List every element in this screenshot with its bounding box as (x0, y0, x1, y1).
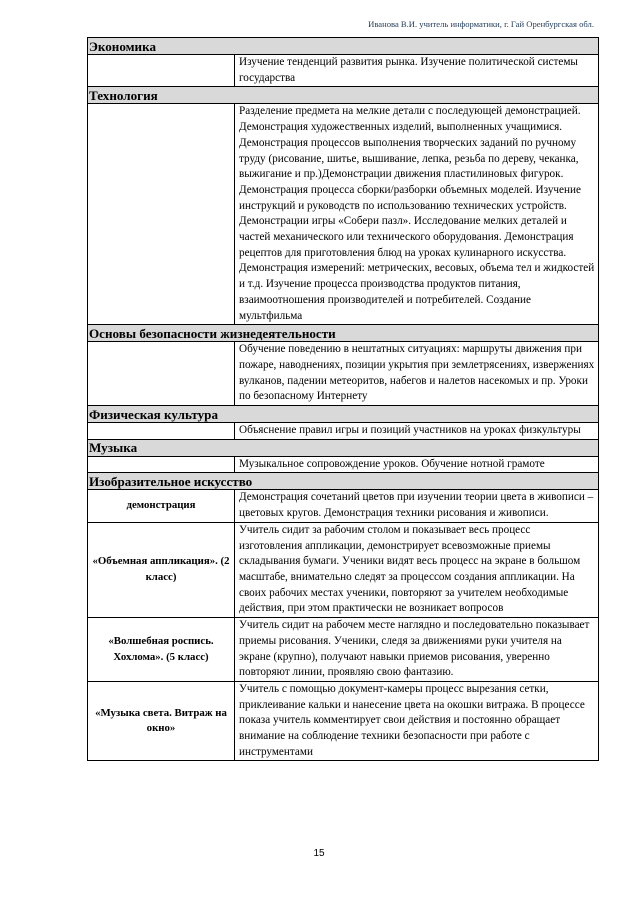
art-row-label: «Музыка света. Витраж на окно» (88, 681, 235, 761)
row-label-cell (88, 104, 235, 325)
table-row (88, 618, 599, 682)
art-row-description: Демонстрация сочетаний цветов при изучении теории цвета в живописи – цветовых кругов. Демонстрация техники рисования и живописи. (235, 490, 599, 522)
row-label-cell (88, 423, 235, 440)
section-header-row (88, 439, 599, 456)
section-header-row (88, 38, 599, 55)
art-row-description: Учитель сидит за рабочим столом и показывает весь процесс изготовления аппликации, демонстрирует всевозможные приемы складывания бумаги. Ученики видят весь процесс на экране в большом масштабе, внимательно следят за процессом создания аппликации. На своих рабочих местах ученики, повторяют за учителем необходимые действия, при этом практически не возникает вопросов (235, 522, 599, 617)
section-title-economics: Экономика (88, 38, 599, 55)
row-label-cell (88, 342, 235, 406)
section-title-technology: Технология (88, 87, 599, 104)
safety-description: Обучение поведению в нештатных ситуациях: маршруты движения при пожаре, наводнениях, позиции укрытия при землетрясениях, извержениях вулканов, падении метеоритов, набегов и налетов насекомых и пр. Уроки по безопасному Интернету (235, 342, 599, 406)
technology-description: Разделение предмета на мелкие детали с последующей демонстрацией. Демонстрация художественных изделий, выполненных учащимися. Демонстрация процессов выполнения творческих заданий по ручному труду (рисование, шитье, вышивание, лепка, резьба по дереву, чеканка, выжигание и пр.)Демонстрации движения пластилиновых фигурок. Демонстрация процесса сборки/разборки объемных моделей. Изучение инструкций и руководств по использованию технических устройств. Демонстрации игры «Собери пазл». Исследование мелких деталей и частей механического или технического оборудования. Демонстрация рецептов для приготовления блюд на уроках кулинарного искусства. Демонстрация измерений: метрических, весовых, объема тел и жидкостей и т.д. Изучение процесса производства продуктов питания, взаимоотношения производителей и потребителей. Создание мультфильма (235, 104, 599, 325)
art-row-label: «Волшебная роспись. Хохлома». (5 класс) (88, 618, 235, 682)
section-title-safety: Основы безопасности жизнедеятельности (88, 325, 599, 342)
section-title-pe: Физическая культура (88, 406, 599, 423)
table-row (88, 423, 599, 440)
page-header: Иванова В.И. учитель информатики, г. Гай Оренбургская обл. (368, 19, 594, 29)
section-header-row (88, 325, 599, 342)
table-row (88, 456, 599, 473)
methods-table (87, 37, 599, 761)
pe-description: Объяснение правил игры и позиций участников на уроках физкультуры (235, 423, 599, 440)
table-row (88, 342, 599, 406)
art-row-description: Учитель сидит на рабочем месте наглядно и последовательно показывает приемы рисования. Ученики, следя за движениями руки учителя на экране (крупно), получают навыки приемов рисования, уверенно повторяют линии, проявляю свою фантазию. (235, 618, 599, 682)
art-row-label: демонстрация (88, 490, 235, 522)
section-header-row (88, 473, 599, 490)
table-row (88, 522, 599, 617)
section-header-row (88, 406, 599, 423)
row-label-cell (88, 55, 235, 87)
table-row (88, 681, 599, 761)
section-header-row (88, 87, 599, 104)
table-row (88, 55, 599, 87)
music-description: Музыкальное сопровождение уроков. Обучение нотной грамоте (235, 456, 599, 473)
table-row (88, 104, 599, 325)
page-number: 15 (313, 848, 325, 859)
art-row-label: «Объемная аппликация». (2 класс) (88, 522, 235, 617)
section-title-art: Изобразительное искусство (88, 473, 599, 490)
row-label-cell (88, 456, 235, 473)
section-title-music: Музыка (88, 439, 599, 456)
art-row-description: Учитель с помощью документ-камеры процесс вырезания сетки, приклеивание кальки и нанесение цвета на окошки витража. В процессе показа учитель комментирует свои действия и постоянно обращает внимание на соблюдение техники безопасности при работе с инструментами (235, 681, 599, 761)
table-row (88, 490, 599, 522)
economics-description: Изучение тенденций развития рынка. Изучение политической системы государства (235, 55, 599, 87)
